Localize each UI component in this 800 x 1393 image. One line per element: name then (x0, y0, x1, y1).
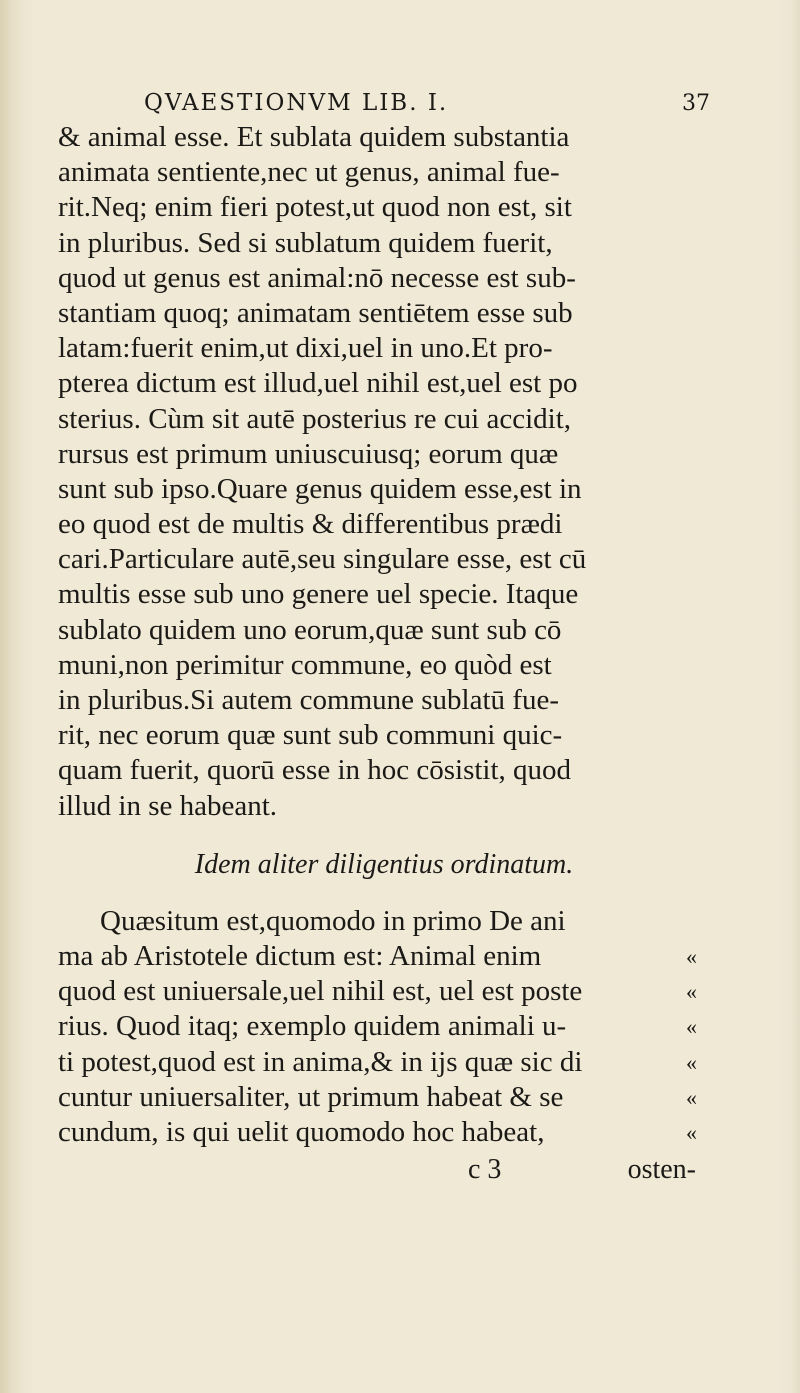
text-line: quod est uniuersale,uel nihil est, uel est poste (58, 975, 583, 1008)
quoted-line (58, 974, 710, 1009)
text-line: in pluribus.Si autem commune sublatū fue- (58, 684, 559, 716)
text-line: sublato quidem uno eorum,quæ sunt sub cō (58, 613, 562, 646)
text-line: pterea dictum est illud,uel nihil est,uel est po (58, 367, 578, 400)
text-line: cari.Particulare autē,seu singulare esse, est cū (58, 543, 587, 576)
quotation-marker: « (686, 943, 697, 969)
quotation-marker: « (686, 1049, 697, 1075)
text-line: muni,non perimitur commune, eo quòd est (58, 648, 552, 681)
text-line: animata sentiente,nec ut genus, animal fue- (58, 156, 560, 189)
quotation-marker: « (686, 1119, 697, 1145)
section-subheading: Idem aliter diligentius ordinatum. (194, 848, 574, 880)
quoted-line (58, 1115, 710, 1150)
text-line: sunt sub ipso.Quare genus quidem esse,est in (58, 472, 582, 505)
catchword: osten- (627, 1154, 696, 1186)
text-line: rit, nec eorum quæ sunt sub communi quic- (58, 719, 563, 752)
text-line: rursus est primum uniuscuiusq; eorum quæ (58, 437, 559, 470)
text-block (58, 88, 710, 1192)
quoted-line (58, 1045, 710, 1080)
page-edge (778, 0, 800, 1393)
quoted-line (58, 1009, 710, 1044)
text-line: rius. Quod itaq; exemplo quidem animali u- (58, 1010, 567, 1043)
page-gutter-shadow (0, 0, 34, 1393)
text-line: ma ab Aristotele dictum est: Animal enim (58, 939, 542, 972)
quotation-marker: « (686, 1084, 697, 1110)
running-head (58, 88, 710, 118)
quoted-line (58, 1080, 710, 1115)
text-line: & animal esse. Et sublata quidem substantia (58, 121, 570, 153)
page-number: 37 (682, 91, 710, 116)
text-line: in pluribus. Sed si sublatum quidem fuerit, (58, 226, 553, 259)
text-line: cuntur uniuersaliter, ut primum habeat & se (58, 1080, 564, 1113)
text-line: rit.Neq; enim fieri potest,ut quod non est, sit (58, 191, 572, 224)
text-line: sterius. Cùm sit autē posterius re cui accidit, (58, 402, 572, 435)
signature-mark: c 3 (468, 1154, 502, 1186)
text-line: stantiam quoq; animatam sentiētem esse sub (58, 296, 573, 329)
paragraph-1 (58, 120, 710, 824)
text-line: cundum, is qui uelit quomodo hoc habeat, (58, 1115, 545, 1148)
quotation-marker: « (686, 1014, 697, 1040)
quotation-marker: « (686, 979, 697, 1005)
text-line: latam:fuerit enim,ut dixi,uel in uno.Et pro- (58, 332, 553, 365)
quoted-line (58, 939, 710, 974)
paragraph-2 (58, 904, 710, 1150)
text-line: quod ut genus est animal:nō necesse est sub- (58, 261, 576, 294)
running-head-title: QVAESTIONVM LIB. I. (144, 90, 449, 116)
text-line: quam fuerit, quorū esse in hoc cōsistit, quod (58, 754, 572, 787)
page-footer (58, 1152, 710, 1192)
text-line: Quæsitum est,quomodo in primo De ani (100, 904, 566, 937)
text-line: multis esse sub uno genere uel specie. Itaque (58, 578, 579, 611)
text-line: eo quod est de multis & differentibus prædi (58, 508, 563, 541)
text-line: illud in se habeant. (58, 789, 278, 822)
text-line: ti potest,quod est in anima,& in ijs quæ sic di (58, 1045, 583, 1078)
